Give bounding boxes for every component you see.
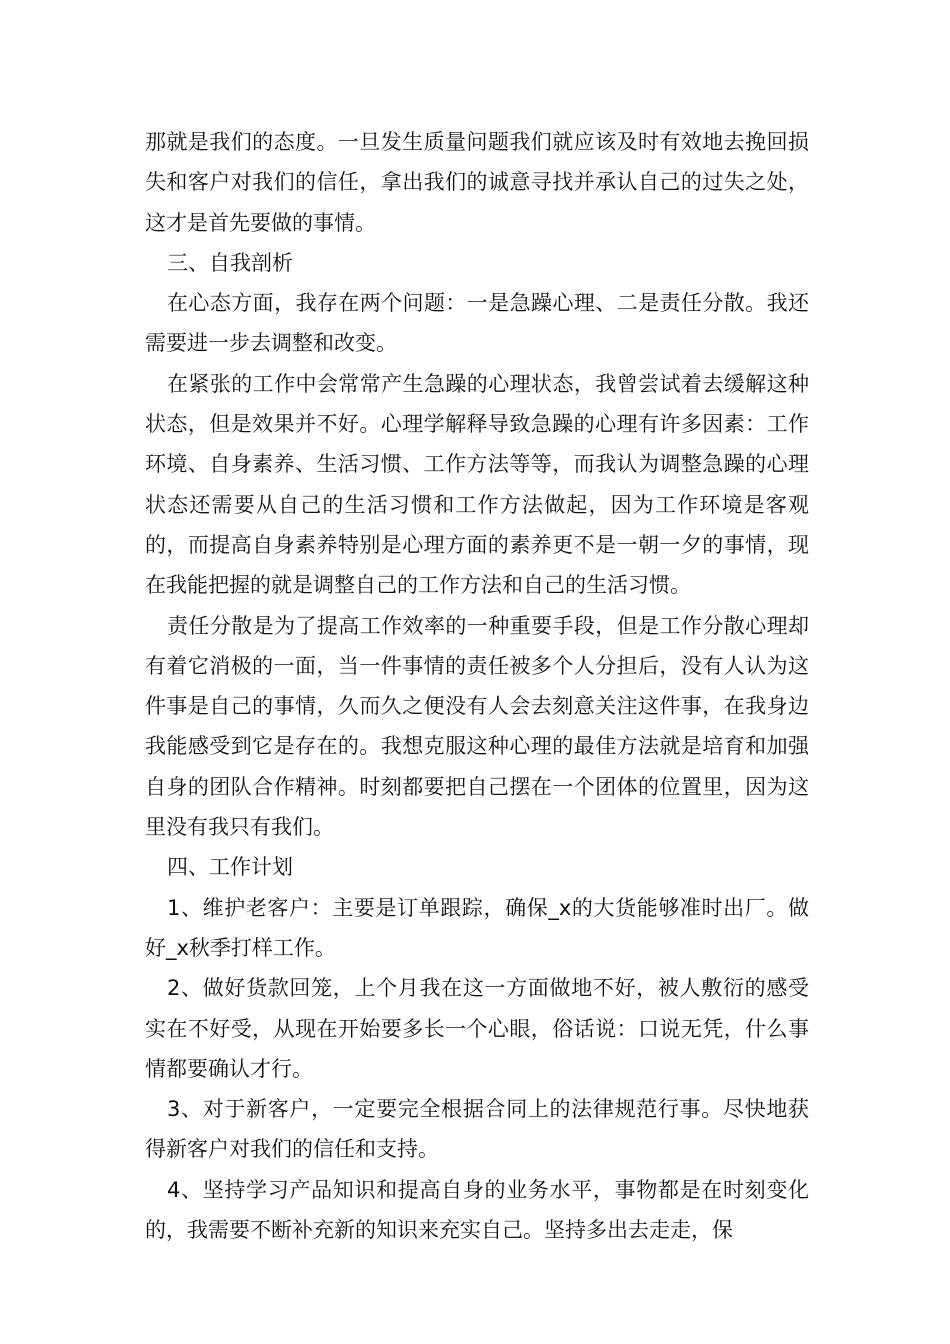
paragraph-impatience: 在紧张的工作中会常常产生急躁的心理状态，我曾尝试着去缓解这种状态，但是效果并不好。心理学解释导致急躁的心理有许多因素：工作环境、自身素养、生活习惯、工作方法等等，而我认为调整急躁的心理状态还需要从自己的生活习惯和工作方法做起，因为工作环境是客观的，而提高自身素养特别是心理方面的素养更不是一朝一夕的事情，现在我能把握的就是调整自己的工作方法和自己的生活习惯。	[145, 371, 809, 598]
section-heading-work-plan: 四、工作计划	[167, 855, 293, 880]
paragraph-attitude: 那就是我们的态度。一旦发生质量问题我们就应该及时有效地去挽回损失和客户对我们的信任，拿出我们的诚意寻找并承认自己的过失之处，这才是首先要做的事情。	[145, 130, 809, 235]
document-body	[145, 122, 809, 1250]
plan-item-2: 2、做好货款回笼，上个月我在这一方面做地不好，被人敷衍的感受实在不好受，从现在开始要多长一个心眼，俗话说：口说无凭，什么事情都要确认才行。	[145, 976, 809, 1081]
paragraph-responsibility: 责任分散是为了提高工作效率的一种重要手段，但是工作分散心理却有着它消极的一面，当一件事情的责任被多个人分担后，没有人认为这件事是自己的事情，久而久之便没有人会去刻意关注这件事，在我身边我能感受到它是存在的。我想克服这种心理的最佳方法就是培育和加强自身的团队合作精神。时刻都要把自己摆在一个团体的位置里，因为这里没有我只有我们。	[145, 613, 809, 840]
section-heading-self-analysis: 三、自我剖析	[167, 250, 293, 275]
plan-item-4: 4、坚持学习产品知识和提高自身的业务水平，事物都是在时刻变化的，我需要不断补充新的知识来充实自己。坚持多出去走走，保	[145, 1177, 809, 1243]
plan-item-3: 3、对于新客户，一定要完全根据合同上的法律规范行事。尽快地获得新客户对我们的信任和支持。	[145, 1097, 809, 1162]
paragraph-mindset: 在心态方面，我存在两个问题：一是急躁心理、二是责任分散。我还需要进一步去调整和改变。	[145, 291, 809, 356]
plan-item-1: 1、维护老客户：主要是订单跟踪，确保_x的大货能够准时出厂。做好_x秋季打样工作。	[145, 895, 809, 960]
